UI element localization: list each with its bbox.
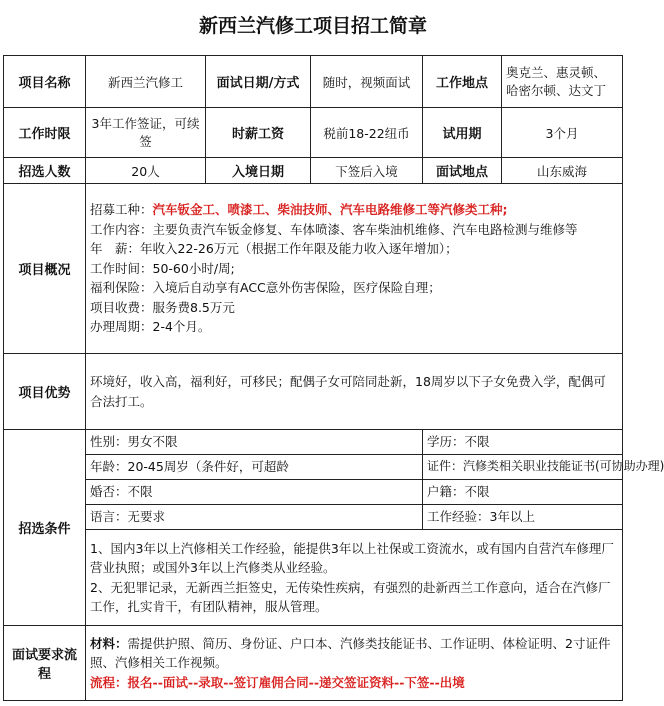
table-row-marital [4,480,623,505]
process-label: 面试要求流程 [4,626,86,701]
table-row-project [4,56,623,108]
table-row-overview [4,184,623,354]
table-row-process [4,626,623,701]
flow-line: 流程：报名--面试--录取--签订雇佣合同--递交签证资料--下签--出境 [90,674,465,690]
table-row-term [4,108,623,158]
welfare-line: 福利保险：入境后自动享有ACC意外伤害保险，医疗保险自理； [90,280,441,296]
location-label: 工作地点 [423,56,502,108]
materials-prefix: 材料： [90,635,128,651]
content-line: 工作内容：主要负责汽车钣金修复、车体喷漆、客车柴油机维修、汽车电路检测与维修等 [90,221,578,237]
conditions-label: 招选条件 [4,430,86,626]
advantages-text: 环境好，收入高，福利好，可移民；配偶子女可陪同赴新，18周岁以下子女免费入学，配偶可合法打工。 [86,354,623,430]
wage-label: 时薪工资 [206,108,311,158]
period-line: 办理周期：2-4个月。 [90,319,211,335]
materials-value: 需提供护照、简历、身份证、户口本、汽修类技能证书、工作证明、体检证明、2寸证件照、汽修相关工作视频。 [90,635,611,671]
fee-line: 项目收费：服务费8.5万元 [90,299,235,315]
conditions-notes [86,530,623,626]
education-cell: 学历：不限 [423,430,623,455]
hukou-cell: 户籍：不限 [423,480,623,505]
project-name-value: 新西兰汽修工 [86,56,206,108]
note-2: 2、无犯罪记录，无新西兰拒签史，无传染性疾病，有强烈的赴新西兰工作意向，适合在汽修厂工作，扎实肯干，有团队精神，服从管理。 [90,579,611,614]
advantages-label: 项目优势 [4,354,86,430]
experience-cell: 工作经验：3年以上 [423,505,623,530]
term-value: 3年工作签证，可续签 [86,108,206,158]
jobs-prefix: 招募工种： [90,202,153,218]
hours-line: 工作时间：50-60小时/周; [90,260,235,276]
certificate-cell: 证件：汽修类相关职业技能证书(可协助办理) [423,455,623,480]
salary-line: 年 薪：年收入22-26万元（根据工作年限及能力收入逐年增加）； [90,241,458,257]
interview-place-label: 面试地点 [423,158,502,184]
table-row-count [4,158,623,184]
table-row-language [4,505,623,530]
table-row-advantages [4,354,623,430]
probation-label: 试用期 [423,108,502,158]
table-row-gender [4,430,623,455]
page-title: 新西兰汽修工项目招工简章 [198,15,427,37]
count-label: 招选人数 [4,158,86,184]
count-value: 20人 [86,158,206,184]
entry-label: 入境日期 [206,158,311,184]
project-name-label: 项目名称 [4,56,86,108]
language-cell: 语言：无要求 [86,505,423,530]
materials-line [90,634,618,673]
term-label: 工作时限 [4,108,86,158]
marital-cell: 婚否：不限 [86,480,423,505]
overview-content [86,184,623,354]
jobs-line [90,200,618,220]
table-row-notes [4,530,623,626]
interview-value: 随时，视频面试 [311,56,423,108]
table-row-age [4,455,623,480]
wage-value: 税前18-22纽币 [311,108,423,158]
note-1: 1、国内3年以上汽修相关工作经验，能提供3年以上社保或工资流水，或有国内自营汽车修理厂营业执照；或国外3年以上汽修类从业经验。 [90,540,614,575]
location-value: 奥克兰、惠灵顿、哈密尔顿、达文丁 [502,56,623,108]
gender-cell: 性别：男女不限 [86,430,423,455]
probation-value: 3个月 [502,108,623,158]
process-content [86,626,623,701]
interview-place-value: 山东威海 [502,158,623,184]
jobs-value: 汽车钣金工、喷漆工、柴油技师、汽车电路维修工等汽修类工种; [152,202,508,218]
interview-label: 面试日期/方式 [206,56,311,108]
recruitment-table [3,55,664,701]
entry-value: 下签后入境 [311,158,423,184]
age-cell: 年龄：20-45周岁（条件好，可超龄 [86,455,423,480]
overview-label: 项目概况 [4,184,86,354]
